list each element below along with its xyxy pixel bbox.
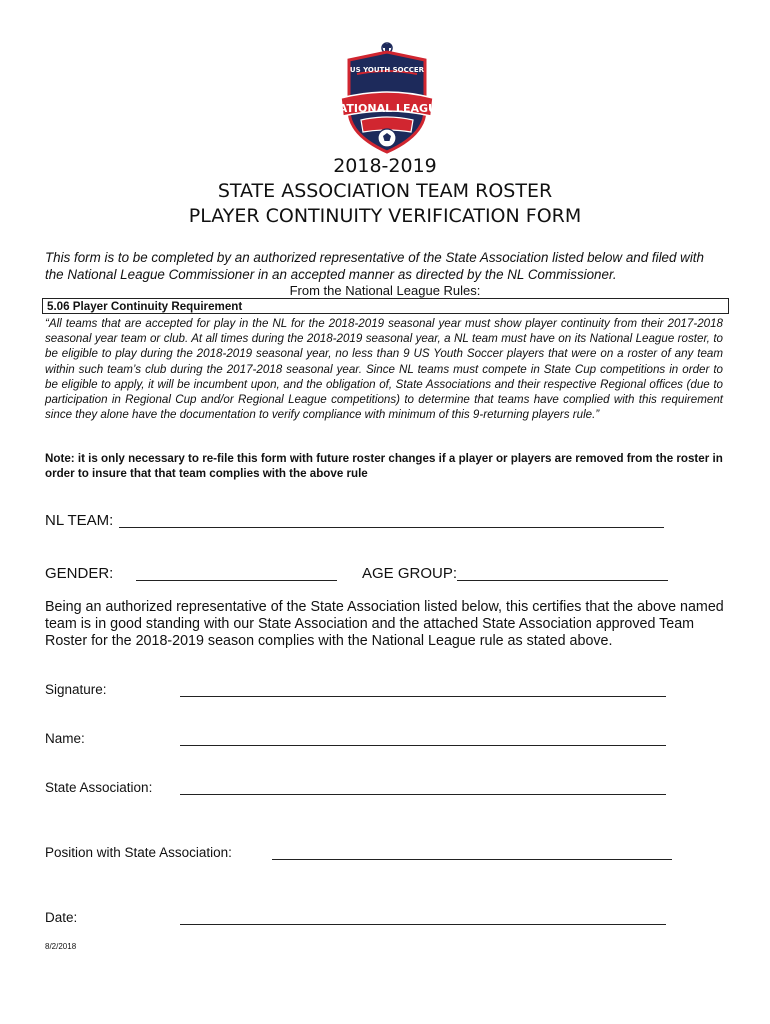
certification-paragraph: Being an authorized representative of the State Association listed below, this certifies that the above named team is in good standing with our State Association and the attached State Association approved Team Roster for the 2018-2019 season complies with the National League rule as stated above. bbox=[45, 599, 724, 649]
intro-paragraph: This form is to be completed by an authorized representative of the State Association listed below and filed with the National League Commissioner in an accepted manner as directed by the NL Commissioner. bbox=[45, 250, 704, 282]
gender-line[interactable] bbox=[136, 580, 337, 581]
date-label: Date: bbox=[45, 910, 78, 925]
age-group-line[interactable] bbox=[457, 580, 668, 581]
rule-heading-box bbox=[42, 298, 729, 314]
age-group-label: AGE GROUP: bbox=[362, 565, 458, 582]
nl-team-line[interactable] bbox=[119, 527, 664, 528]
footer-revision-date: 8/2/2018 bbox=[45, 942, 77, 951]
gender-label: GENDER: bbox=[45, 565, 114, 582]
name-label: Name: bbox=[45, 731, 85, 746]
logo-top-text: US YOUTH SOCCER bbox=[349, 66, 425, 74]
nl-team-label: NL TEAM: bbox=[45, 512, 114, 529]
rule-heading: 5.06 Player Continuity Requirement bbox=[47, 300, 243, 313]
name-line[interactable] bbox=[180, 745, 666, 746]
us-youth-soccer-national-league-logo bbox=[329, 40, 445, 155]
date-line[interactable] bbox=[180, 924, 666, 925]
position-label: Position with State Association: bbox=[45, 845, 232, 860]
signature-label: Signature: bbox=[45, 682, 107, 697]
position-line[interactable] bbox=[272, 859, 672, 860]
form-year: 2018-2019 bbox=[333, 155, 437, 177]
refile-note: Note: it is only necessary to re-file this form with future roster changes if a player or players are removed from the roster in order to insure that that team complies with the above rule bbox=[45, 452, 723, 481]
state-association-line[interactable] bbox=[180, 794, 666, 795]
form-subtitle: PLAYER CONTINUITY VERIFICATION FORM bbox=[188, 205, 582, 227]
form-title: STATE ASSOCIATION TEAM ROSTER bbox=[217, 180, 553, 202]
state-association-label: State Association: bbox=[45, 780, 153, 795]
from-rules-label: From the National League Rules: bbox=[289, 283, 481, 298]
signature-line[interactable] bbox=[180, 696, 666, 697]
rule-quote: “All teams that are accepted for play in the NL for the 2018-2019 seasonal year must show player continuity from their 2017-2018 seasonal year team or club. At all times during the 2018-2019 seasonal year, a NL team must have on its National League roster, to be eligible to play during the 2018-2019 seasonal year, no less than 9 US Youth Soccer players that were on a roster of any team within such team’s club during the 2017-2018 seasonal year. Since NL teams must compete in State Cup competitions in order to be eligible to apply, it will be incumbent upon, and the obligation of, State Associations and their respective Regional offices (due to participation in Regional Cup and/or Regional League competitions) to determine that teams have complied with this requirement since they alone have the documentation to verify compliance with minimum of this 9-returning players rule.” bbox=[45, 317, 723, 422]
logo-main-text: NATIONAL LEAGUE bbox=[329, 102, 445, 115]
